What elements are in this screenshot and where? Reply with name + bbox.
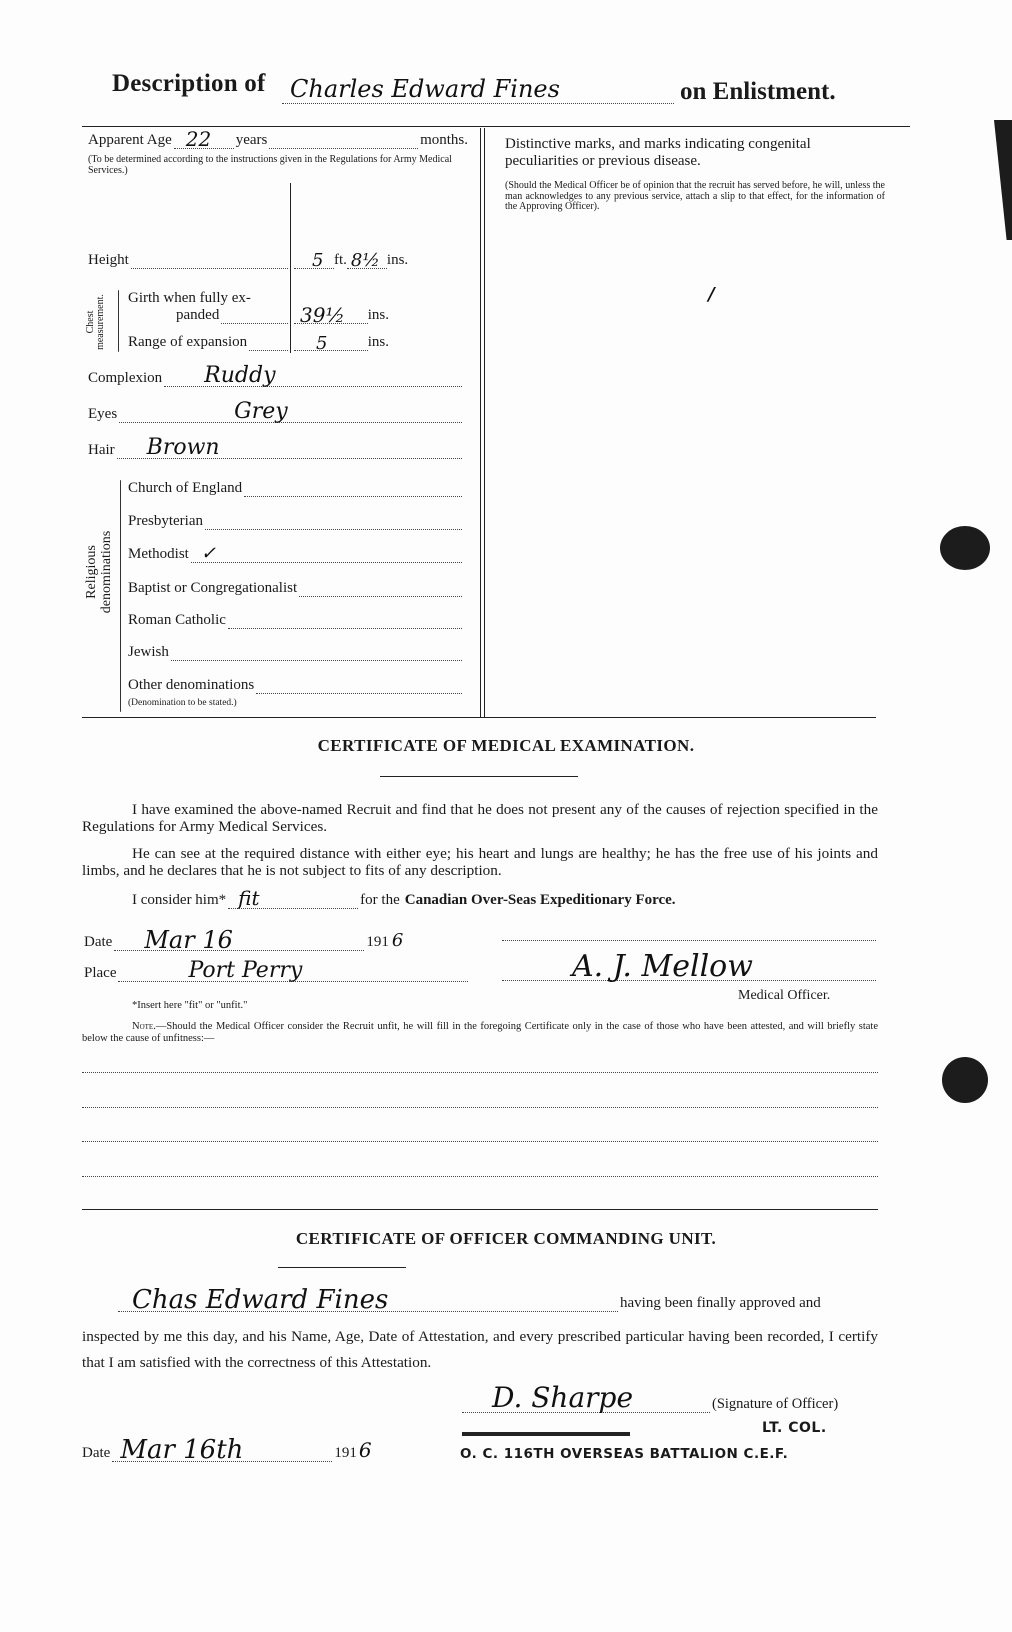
religion-item: Methodist ✓ bbox=[128, 546, 462, 563]
date-label: Date bbox=[82, 1445, 111, 1461]
fitness-field[interactable] bbox=[228, 886, 358, 910]
unfitness-note: Note.—Should the Medical Officer consider the Recruit unfit, he will fill in the foregoing Certificate only in the case of those who have been attested, and will briefly state below the cause of unfitness:— bbox=[82, 1021, 878, 1044]
girth-unit: ins. bbox=[367, 307, 389, 323]
girth-label-row bbox=[176, 307, 288, 324]
age-months-field[interactable] bbox=[269, 137, 418, 149]
girth-label-line1: Girth when fully ex- bbox=[128, 290, 251, 306]
rank-stamp: LT. COL. bbox=[762, 1420, 827, 1436]
title-rule bbox=[380, 776, 578, 777]
religion-field[interactable] bbox=[228, 617, 462, 629]
eyes-value: Grey bbox=[234, 399, 288, 424]
complexion-field[interactable] bbox=[164, 363, 462, 388]
medical-date-row: Date Mar 16 191 6 bbox=[84, 926, 404, 954]
height-inches-field[interactable] bbox=[347, 250, 387, 271]
religion-item: Other denominations bbox=[128, 677, 462, 694]
eyes-label: Eyes bbox=[88, 406, 118, 422]
religion-field[interactable] bbox=[205, 518, 462, 530]
height-row bbox=[88, 252, 288, 269]
column-divider-left bbox=[480, 128, 481, 718]
religious-denominations-label: Religious denominations bbox=[84, 530, 114, 614]
consider-label: I consider him* bbox=[132, 892, 227, 908]
range-field[interactable] bbox=[294, 333, 368, 354]
range-value-row bbox=[294, 333, 389, 354]
medical-officer-caption: Medical Officer. bbox=[738, 988, 831, 1003]
religion-field[interactable] bbox=[256, 682, 462, 694]
height-feet-value: 5 bbox=[312, 250, 324, 271]
force-name: Canadian Over-Seas Expeditionary Force. bbox=[404, 892, 676, 908]
medical-certificate-title: CERTIFICATE OF MEDICAL EXAMINATION. bbox=[317, 736, 695, 755]
fitness-row: I consider him* fit for the Canadian Over-Seas Expeditionary Force. bbox=[132, 886, 676, 910]
unfitness-line[interactable] bbox=[82, 1072, 878, 1073]
inches-label: ins. bbox=[386, 252, 409, 268]
place-value: Port Perry bbox=[188, 958, 303, 983]
religion-field[interactable] bbox=[171, 649, 462, 661]
height-value-row bbox=[294, 252, 434, 269]
distinctive-marks-value[interactable]: / bbox=[708, 284, 715, 305]
fitness-footnote: *Insert here "fit" or "unfit." bbox=[132, 1000, 248, 1011]
commanding-officer-signature-field[interactable] bbox=[462, 1381, 710, 1414]
form-title-suffix: on Enlistment. bbox=[680, 78, 836, 105]
girth-value-row bbox=[294, 303, 389, 327]
range-value: 5 bbox=[316, 333, 328, 354]
place-label: Place bbox=[84, 965, 117, 981]
height-label: Height bbox=[88, 252, 129, 268]
apparent-age-row bbox=[88, 127, 468, 151]
medical-date-value: Mar 16 bbox=[144, 926, 233, 954]
column-divider-right bbox=[484, 128, 485, 718]
hair-row bbox=[88, 435, 462, 460]
recruit-name-handwritten: Charles Edward Fines bbox=[290, 75, 560, 103]
hair-value: Brown bbox=[146, 435, 220, 460]
punch-hole bbox=[942, 1057, 988, 1103]
commanding-officer-signature: D. Sharpe bbox=[492, 1381, 634, 1414]
recruit-name-field[interactable] bbox=[282, 72, 674, 104]
title-rule bbox=[278, 1267, 406, 1268]
punch-hole bbox=[940, 526, 990, 570]
religion-item: Church of England bbox=[128, 480, 462, 497]
commanding-date-row: Date Mar 16th 191 6 bbox=[82, 1435, 372, 1465]
page-edge-shadow bbox=[994, 120, 1012, 240]
eyes-field[interactable] bbox=[119, 399, 462, 424]
commanding-certificate-title: CERTIFICATE OF OFFICER COMMANDING UNIT. bbox=[295, 1229, 717, 1248]
religion-field[interactable] bbox=[299, 585, 462, 597]
months-label: months. bbox=[420, 132, 468, 148]
medical-officer-signature-field[interactable] bbox=[502, 949, 876, 984]
girth-value: 39½ bbox=[300, 303, 345, 327]
medical-year-value[interactable]: 6 bbox=[391, 930, 404, 951]
value-column-divider bbox=[290, 183, 291, 353]
apparent-age-label: Apparent Age bbox=[88, 132, 172, 148]
fitness-value: fit bbox=[238, 886, 260, 910]
form-title-prefix: Description of bbox=[112, 70, 266, 97]
age-years-field[interactable] bbox=[174, 127, 234, 151]
date-label: Date bbox=[84, 934, 113, 950]
years-label: years bbox=[235, 132, 268, 148]
religion-item: Baptist or Congregationalist bbox=[128, 580, 462, 597]
religion-field[interactable] bbox=[244, 485, 462, 497]
medical-paragraph-1: I have examined the above-named Recruit and find that he does not present any of the causes of rejection specified in the Regulations for Army Medical Services. bbox=[82, 801, 878, 835]
unfitness-line[interactable] bbox=[82, 1176, 878, 1177]
height-inches-value: 8½ bbox=[350, 250, 380, 271]
section-divider bbox=[82, 717, 876, 718]
feet-label: ft. bbox=[334, 252, 347, 268]
approved-recruit-name: Chas Edward Fines bbox=[132, 1285, 389, 1315]
chest-measurement-label: Chest measurement. bbox=[85, 294, 106, 350]
range-unit: ins. bbox=[367, 334, 389, 350]
eyes-row bbox=[88, 399, 462, 424]
religion-item: Roman Catholic bbox=[128, 612, 462, 629]
signature-of-officer-caption: (Signature of Officer) bbox=[712, 1396, 839, 1412]
section-divider bbox=[82, 1209, 878, 1210]
distinctive-marks-note: (Should the Medical Officer be of opinion that the recruit has served before, he will, unless the man acknowledges to any previous service, attach a slip to that effect, for the information of the Approving Officer). bbox=[505, 180, 885, 212]
medical-officer-signature: A. J. Mellow bbox=[572, 949, 753, 984]
range-label-row bbox=[128, 334, 288, 351]
place-row bbox=[84, 958, 468, 983]
place-field[interactable] bbox=[118, 958, 468, 983]
medical-paragraph-2: He can see at the required distance with either eye; his heart and lungs are healthy; he has the free use of his joints and limbs, and he declares that he is not subject to fits of any description. bbox=[82, 845, 878, 879]
approved-recruit-row: Chas Edward Fines having been finally approved and bbox=[118, 1295, 878, 1312]
height-feet-field[interactable] bbox=[294, 250, 334, 271]
other-denomination-note: (Denomination to be stated.) bbox=[128, 698, 237, 708]
religion-item: Jewish bbox=[128, 644, 462, 661]
commanding-year-value[interactable]: 6 bbox=[358, 1438, 372, 1462]
unfitness-line[interactable] bbox=[82, 1107, 878, 1108]
age-determination-note: (To be determined according to the instructions given in the Regulations for Army Medical Services.) bbox=[88, 154, 452, 176]
religion-item: Presbyterian bbox=[128, 513, 462, 530]
distinctive-marks-heading: Distinctive marks, and marks indicating congenital peculiarities or previous disease. bbox=[505, 136, 811, 169]
religion-brace bbox=[120, 480, 121, 712]
commanding-certification-text: inspected by me this day, and his Name, Age, Date of Attestation, and every prescribed particular having been recorded, I certify that I am satisfied with the correctness of this Attestation. bbox=[82, 1328, 878, 1371]
age-years-value: 22 bbox=[185, 127, 212, 151]
girth-field[interactable] bbox=[294, 303, 368, 327]
complexion-row bbox=[88, 363, 462, 388]
hair-field[interactable] bbox=[117, 435, 462, 460]
chest-brace bbox=[118, 290, 119, 352]
stamp-rule bbox=[462, 1432, 630, 1436]
battalion-stamp: O. C. 116TH OVERSEAS BATTALION C.E.F. bbox=[460, 1446, 789, 1462]
unfitness-line[interactable] bbox=[82, 1141, 878, 1142]
complexion-value: Ruddy bbox=[204, 363, 276, 388]
hair-label: Hair bbox=[88, 442, 115, 458]
commanding-date-value: Mar 16th bbox=[120, 1435, 244, 1465]
methodist-mark: ✓ bbox=[200, 543, 216, 564]
range-of-expansion-label: Range of expansion bbox=[128, 334, 248, 350]
girth-label-line2: panded bbox=[176, 307, 220, 323]
complexion-label: Complexion bbox=[88, 370, 163, 386]
religion-field[interactable] bbox=[191, 543, 462, 564]
